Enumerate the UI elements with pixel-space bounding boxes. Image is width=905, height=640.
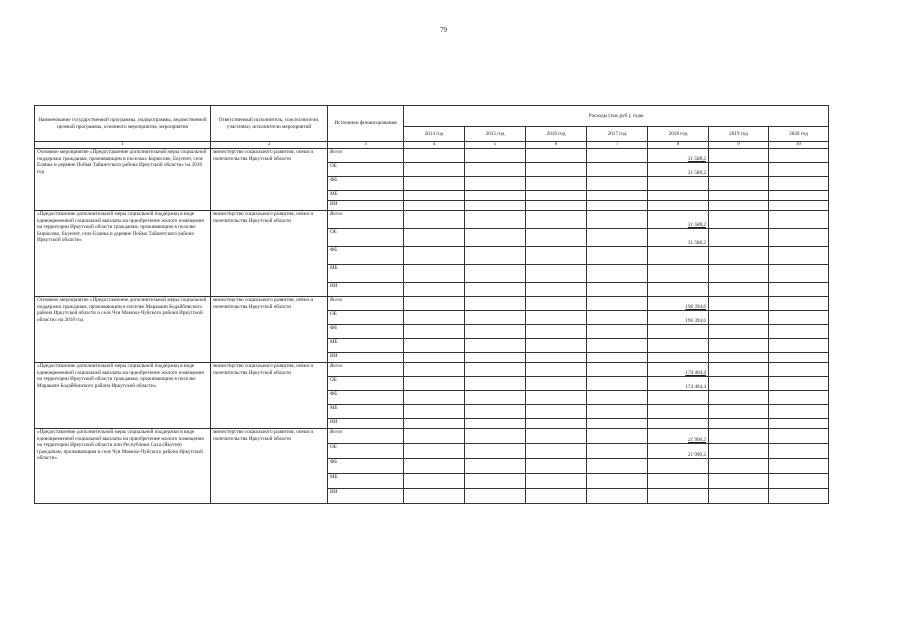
value-cell xyxy=(709,229,769,247)
value-2018 xyxy=(648,265,709,283)
column-number: 8 xyxy=(648,142,709,149)
value-cell xyxy=(769,191,829,201)
value-cell xyxy=(404,211,465,229)
value-cell xyxy=(769,405,829,419)
funding-source: МБ xyxy=(328,405,404,419)
value-cell xyxy=(404,363,465,377)
value-cell xyxy=(404,229,465,247)
value-cell xyxy=(709,489,769,504)
value-2018 xyxy=(648,391,709,405)
executor-name: министерство социального развития, опеки и попечительства Иркутской области xyxy=(211,211,328,297)
header-year: 2017 год xyxy=(587,127,648,142)
value-2018: 174 404,4 xyxy=(648,363,709,377)
value-cell xyxy=(465,429,526,444)
value-cell xyxy=(587,419,648,429)
value-cell xyxy=(526,297,587,311)
value-cell xyxy=(709,211,769,229)
value-cell xyxy=(587,191,648,201)
value-cell xyxy=(526,149,587,163)
value-cell xyxy=(404,149,465,163)
value-cell xyxy=(709,474,769,489)
value-2018 xyxy=(648,489,709,504)
header-year: 2020 год xyxy=(769,127,829,142)
executor-name: министерство социального развития, опеки и попечительства Иркутской области xyxy=(211,429,328,504)
value-cell xyxy=(465,325,526,339)
value-cell xyxy=(526,211,587,229)
value-cell xyxy=(526,247,587,265)
value-cell xyxy=(404,353,465,363)
page-number: 79 xyxy=(440,26,447,34)
funding-source: ОБ xyxy=(328,444,404,459)
value-cell xyxy=(709,459,769,474)
value-cell xyxy=(587,297,648,311)
value-cell xyxy=(587,311,648,325)
column-numbers-row xyxy=(35,142,829,149)
value-2018 xyxy=(648,419,709,429)
value-cell xyxy=(769,353,829,363)
value-cell xyxy=(769,325,829,339)
value-cell xyxy=(587,489,648,504)
funding-source: ФБ xyxy=(328,177,404,191)
value-cell xyxy=(526,339,587,353)
column-number: 3 xyxy=(328,142,404,149)
value-cell xyxy=(526,191,587,201)
value-cell xyxy=(709,163,769,177)
value-cell xyxy=(709,444,769,459)
value-cell xyxy=(404,489,465,504)
column-number: 4 xyxy=(404,142,465,149)
value-cell xyxy=(404,283,465,297)
measure-name: «Предоставление дополнительной меры социальной поддержки в виде единовременной социальной выплаты на приобретение жилого помещения на территории Иркутской области гражданам, проживающим в поселке Мараканн Бодайбинского района Иркутской области» xyxy=(35,363,211,429)
value-cell xyxy=(769,419,829,429)
value-cell xyxy=(769,311,829,325)
value-cell xyxy=(709,191,769,201)
value-cell xyxy=(465,247,526,265)
budget-table xyxy=(34,105,829,504)
value-2018: 21 990,2 xyxy=(648,429,709,444)
value-cell xyxy=(526,377,587,391)
value-cell xyxy=(709,353,769,363)
value-cell xyxy=(404,444,465,459)
value-cell xyxy=(709,283,769,297)
value-2018 xyxy=(648,353,709,363)
table-row xyxy=(35,297,829,311)
value-cell xyxy=(526,474,587,489)
funding-source: ИИ xyxy=(328,201,404,211)
value-cell xyxy=(709,363,769,377)
funding-source: ИИ xyxy=(328,419,404,429)
value-cell xyxy=(709,391,769,405)
column-number: 10 xyxy=(769,142,829,149)
value-2018: 21 990,2 xyxy=(648,444,709,459)
value-cell xyxy=(404,419,465,429)
measure-name: Основное мероприятие «Предоставление дополнительной меры социальной поддержки гражданам, проживающим в поселках Бирюсово, Екунчет, селе Еланка и деревне Пойма Тайшетского района Иркутской области» на 2018 год xyxy=(35,149,211,211)
value-cell xyxy=(404,377,465,391)
value-cell xyxy=(526,265,587,283)
value-cell xyxy=(465,177,526,191)
value-cell xyxy=(587,325,648,339)
value-cell xyxy=(404,297,465,311)
funding-source: ОБ xyxy=(328,163,404,177)
value-2018: 31 588,2 xyxy=(648,229,709,247)
value-cell xyxy=(465,353,526,363)
value-cell xyxy=(404,391,465,405)
value-cell xyxy=(769,211,829,229)
value-cell xyxy=(587,177,648,191)
value-cell xyxy=(465,339,526,353)
value-cell xyxy=(404,191,465,201)
measure-name: Основное мероприятие «Предоставление дополнительной меры социальной поддержки гражданам, проживающим в поселке Мараканн Бодайбинского района Иркутской области и селе Чуя Мамско-Чуйского района Иркутской области» на 2018 год xyxy=(35,297,211,363)
value-cell xyxy=(404,311,465,325)
value-cell xyxy=(709,201,769,211)
column-number: 1 xyxy=(35,142,211,149)
value-cell xyxy=(404,265,465,283)
value-cell xyxy=(587,459,648,474)
value-cell xyxy=(769,459,829,474)
value-cell xyxy=(404,429,465,444)
value-cell xyxy=(404,201,465,211)
funding-source: ОБ xyxy=(328,311,404,325)
value-cell xyxy=(769,163,829,177)
value-2018 xyxy=(648,325,709,339)
value-cell xyxy=(526,201,587,211)
header-year: 2014 год xyxy=(404,127,465,142)
column-number: 6 xyxy=(526,142,587,149)
value-cell xyxy=(404,247,465,265)
value-cell xyxy=(526,419,587,429)
value-cell xyxy=(587,474,648,489)
executor-name: министерство социального развития, опеки и попечительства Иркутской области xyxy=(211,149,328,211)
value-2018: 31 588,2 xyxy=(648,163,709,177)
value-cell xyxy=(587,405,648,419)
value-cell xyxy=(587,391,648,405)
value-cell xyxy=(404,339,465,353)
value-cell xyxy=(587,377,648,391)
value-cell xyxy=(526,405,587,419)
value-cell xyxy=(769,297,829,311)
value-cell xyxy=(465,211,526,229)
value-cell xyxy=(709,325,769,339)
value-cell xyxy=(769,377,829,391)
value-cell xyxy=(465,229,526,247)
value-cell xyxy=(465,419,526,429)
header-year: 2016 год xyxy=(526,127,587,142)
value-cell xyxy=(769,149,829,163)
value-cell xyxy=(526,489,587,504)
value-cell xyxy=(526,283,587,297)
value-cell xyxy=(526,177,587,191)
value-cell xyxy=(465,283,526,297)
funding-source: МБ xyxy=(328,474,404,489)
value-cell xyxy=(465,311,526,325)
value-cell xyxy=(769,201,829,211)
value-cell xyxy=(465,149,526,163)
header-expenses: Расходы (тыс.руб.), годы xyxy=(404,106,829,127)
value-cell xyxy=(769,474,829,489)
executor-name: министерство социального развития, опеки и попечительства Иркутской области xyxy=(211,297,328,363)
value-2018 xyxy=(648,177,709,191)
value-cell xyxy=(769,489,829,504)
value-cell xyxy=(465,377,526,391)
value-2018: 31 588,2 xyxy=(648,149,709,163)
value-cell xyxy=(465,201,526,211)
table-row xyxy=(35,429,829,444)
value-2018 xyxy=(648,283,709,297)
value-2018 xyxy=(648,459,709,474)
value-2018: 174 404,4 xyxy=(648,377,709,391)
column-number: 2 xyxy=(211,142,328,149)
funding-source: ФБ xyxy=(328,459,404,474)
header-year: 2018 год xyxy=(648,127,709,142)
value-cell xyxy=(709,377,769,391)
table-row xyxy=(35,363,829,377)
value-cell xyxy=(465,191,526,201)
value-cell xyxy=(769,391,829,405)
value-cell xyxy=(465,265,526,283)
funding-source: Всего xyxy=(328,429,404,444)
funding-source: ИИ xyxy=(328,283,404,297)
value-cell xyxy=(587,363,648,377)
value-cell xyxy=(526,311,587,325)
value-cell xyxy=(404,405,465,419)
value-cell xyxy=(709,247,769,265)
funding-source: МБ xyxy=(328,339,404,353)
funding-source: ИИ xyxy=(328,353,404,363)
value-cell xyxy=(526,391,587,405)
funding-source: ОБ xyxy=(328,229,404,247)
value-2018 xyxy=(648,247,709,265)
value-cell xyxy=(404,474,465,489)
value-cell xyxy=(404,459,465,474)
column-number: 5 xyxy=(465,142,526,149)
funding-source: МБ xyxy=(328,265,404,283)
value-cell xyxy=(465,474,526,489)
value-cell xyxy=(709,149,769,163)
value-cell xyxy=(769,363,829,377)
header-year: 2019 год xyxy=(709,127,769,142)
value-cell xyxy=(526,444,587,459)
value-cell xyxy=(465,405,526,419)
value-cell xyxy=(526,429,587,444)
value-cell xyxy=(404,325,465,339)
value-cell xyxy=(587,229,648,247)
value-cell xyxy=(709,429,769,444)
header-year: 2015 год xyxy=(465,127,526,142)
table-row xyxy=(35,211,829,229)
value-cell xyxy=(465,163,526,177)
value-cell xyxy=(587,283,648,297)
funding-source: ОБ xyxy=(328,377,404,391)
value-cell xyxy=(465,391,526,405)
funding-source: Всего xyxy=(328,211,404,229)
value-cell xyxy=(465,297,526,311)
value-cell xyxy=(526,163,587,177)
value-cell xyxy=(587,353,648,363)
value-cell xyxy=(769,265,829,283)
measure-name: «Предоставление дополнительной меры социальной поддержки в виде единовременной социальной выплаты на приобретение жилого помещения на территории Иркутской области или Республики Саха (Якутия) гражданам, проживающим в селе Чуя Мамско-Чуйского района Иркутской области» xyxy=(35,429,211,504)
value-cell xyxy=(526,325,587,339)
funding-source: ФБ xyxy=(328,325,404,339)
value-cell xyxy=(709,265,769,283)
funding-source: ФБ xyxy=(328,391,404,405)
funding-source: МБ xyxy=(328,191,404,201)
column-number: 7 xyxy=(587,142,648,149)
value-cell xyxy=(587,444,648,459)
value-2018: 196 394,6 xyxy=(648,297,709,311)
value-cell xyxy=(709,311,769,325)
value-2018 xyxy=(648,405,709,419)
value-2018: 31 588,2 xyxy=(648,211,709,229)
value-cell xyxy=(526,363,587,377)
value-cell xyxy=(769,429,829,444)
funding-source: Всего xyxy=(328,149,404,163)
value-cell xyxy=(769,444,829,459)
value-cell xyxy=(404,163,465,177)
value-cell xyxy=(769,283,829,297)
value-cell xyxy=(587,163,648,177)
value-2018 xyxy=(648,474,709,489)
header-name: Наименование государственной программы, подпрограммы, ведомственной целевой программы, основного мероприятия, мероприятия xyxy=(35,106,211,142)
funding-source: Всего xyxy=(328,363,404,377)
value-2018: 196 394,6 xyxy=(648,311,709,325)
table-row xyxy=(35,149,829,163)
value-2018 xyxy=(648,339,709,353)
value-cell xyxy=(587,339,648,353)
value-cell xyxy=(769,229,829,247)
value-cell xyxy=(709,419,769,429)
value-cell xyxy=(709,339,769,353)
value-cell xyxy=(465,444,526,459)
value-cell xyxy=(587,247,648,265)
executor-name: министерство социального развития, опеки и попечительства Иркутской области xyxy=(211,363,328,429)
header-executor: Ответственный исполнитель, соисполнители, участники, исполнители мероприятий xyxy=(211,106,328,142)
funding-source: Всего xyxy=(328,297,404,311)
value-cell xyxy=(404,177,465,191)
value-2018 xyxy=(648,191,709,201)
value-cell xyxy=(587,201,648,211)
value-cell xyxy=(526,353,587,363)
value-cell xyxy=(465,363,526,377)
value-cell xyxy=(709,177,769,191)
value-cell xyxy=(465,459,526,474)
funding-source: ИИ xyxy=(328,489,404,504)
value-cell xyxy=(769,177,829,191)
value-cell xyxy=(587,429,648,444)
column-number: 9 xyxy=(709,142,769,149)
value-cell xyxy=(587,211,648,229)
value-2018 xyxy=(648,201,709,211)
value-cell xyxy=(709,297,769,311)
value-cell xyxy=(526,229,587,247)
value-cell xyxy=(709,405,769,419)
value-cell xyxy=(769,247,829,265)
funding-source: ФБ xyxy=(328,247,404,265)
value-cell xyxy=(769,339,829,353)
value-cell xyxy=(465,489,526,504)
header-sources: Источники финансирования xyxy=(328,106,404,142)
measure-name: «Предоставление дополнительной меры социальной поддержки в виде единовременной социальной выплаты на приобретение жилого помещения на территории Иркутской области гражданам, проживающим в поселке Бирюсово, Екунчет, селе Еланка и деревне Пойма Тайшетского района Иркутской области» xyxy=(35,211,211,297)
value-cell xyxy=(587,149,648,163)
value-cell xyxy=(587,265,648,283)
value-cell xyxy=(526,459,587,474)
